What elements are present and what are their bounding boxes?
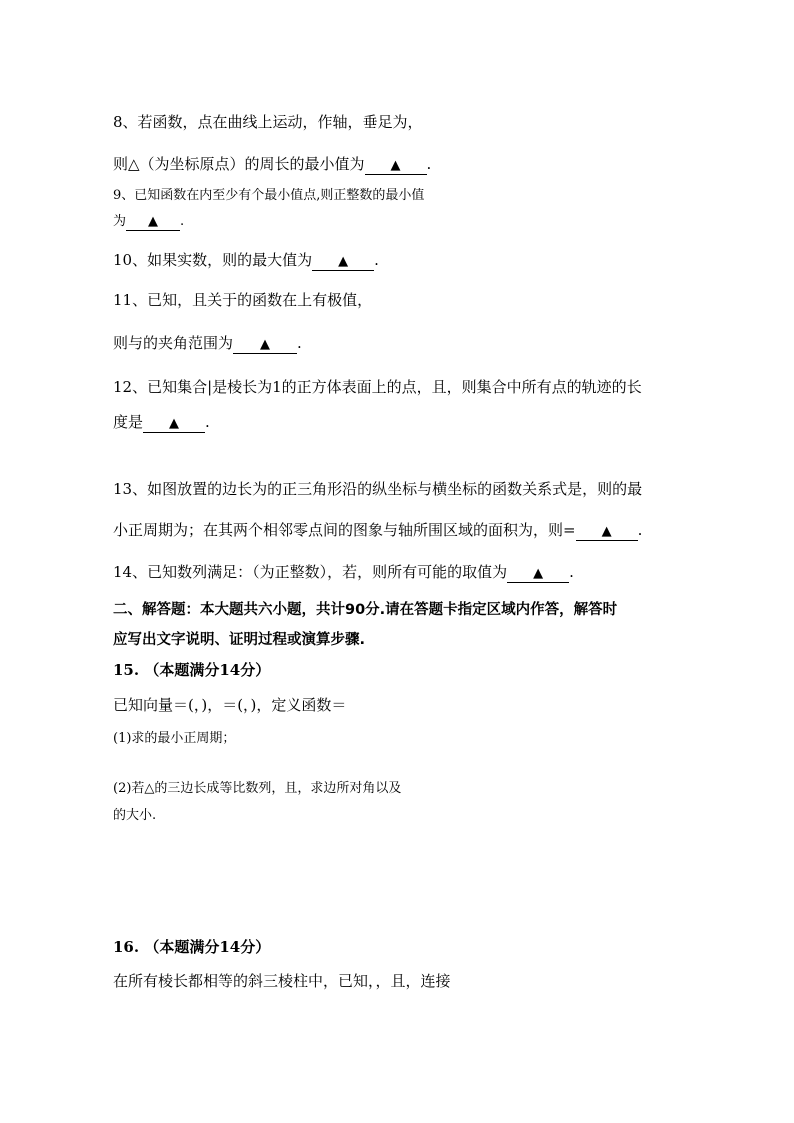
q11-line2: 则与的夹角范围为 ▲ . [113, 334, 302, 352]
q15-part2-line1: (2)若△的三边长成等比数列，且，求边所对角以及 [113, 781, 402, 796]
q13-line2: 小正周期为；在其两个相邻零点间的图象与轴所围区域的面积为，则= ▲ . [113, 521, 643, 539]
answer-blank-q13 [576, 524, 638, 541]
q11-line1: 11、已知，且关于的函数在上有极值， [113, 291, 373, 309]
triangle-mark-icon: ▲ [169, 416, 180, 431]
answer-blank-q9 [126, 214, 180, 231]
q15-part1: (1)求的最小正周期； [113, 731, 236, 746]
answer-blank-q10 [312, 254, 374, 271]
triangle-mark-icon: ▲ [148, 214, 159, 229]
section2-heading-line2: 应写出文字说明、证明过程或演算步骤. [113, 632, 366, 648]
q13-line1: 13、如图放置的边长为的正三角形沿的纵坐标与横坐标的函数关系式是，则的最 [113, 480, 643, 498]
triangle-mark-icon: ▲ [601, 524, 612, 539]
answer-blank-q12 [143, 416, 205, 433]
q9-line1: 9、已知函数在内至少有个最小值点,则正整数的最小值 [113, 188, 425, 203]
section2-heading-line1: 二、解答题：本大题共六小题，共计90分.请在答题卡指定区域内作答，解答时 [113, 602, 618, 618]
q12-line2: 度是 ▲ . [113, 413, 210, 431]
q9-line2: 为 ▲ . [113, 214, 185, 229]
q8-line1: 8、若函数，点在曲线上运动，作轴，垂足为， [113, 113, 423, 131]
triangle-mark-icon: ▲ [338, 254, 349, 269]
q10-line: 10、如果实数，则的最大值为 ▲ . [113, 251, 379, 269]
triangle-mark-icon: ▲ [260, 337, 271, 352]
q16-stem: 在所有棱长都相等的斜三棱柱中，已知，，且，连接 [113, 972, 451, 990]
q15-part2-line2: 的大小. [113, 808, 157, 823]
answer-blank-q11 [233, 337, 297, 354]
answer-blank-q8 [365, 158, 427, 175]
triangle-mark-icon: ▲ [390, 158, 401, 173]
q15-stem: 已知向量＝(，)，＝(，)，定义函数＝ [113, 696, 347, 714]
q12-line1: 12、已知集合|是棱长为1的正方体表面上的点，且，则集合中所有点的轨迹的长 [113, 378, 642, 396]
q15-title: 15. （本题满分14分） [113, 661, 271, 679]
triangle-mark-icon: ▲ [533, 566, 544, 581]
q14-line: 14、已知数列满足：（为正整数），若，则所有可能的取值为 ▲ . [113, 563, 574, 581]
q8-line2: 则△（为坐标原点）的周长的最小值为 ▲ . [113, 155, 432, 173]
q16-title: 16. （本题满分14分） [113, 938, 271, 956]
answer-blank-q14 [507, 566, 569, 583]
